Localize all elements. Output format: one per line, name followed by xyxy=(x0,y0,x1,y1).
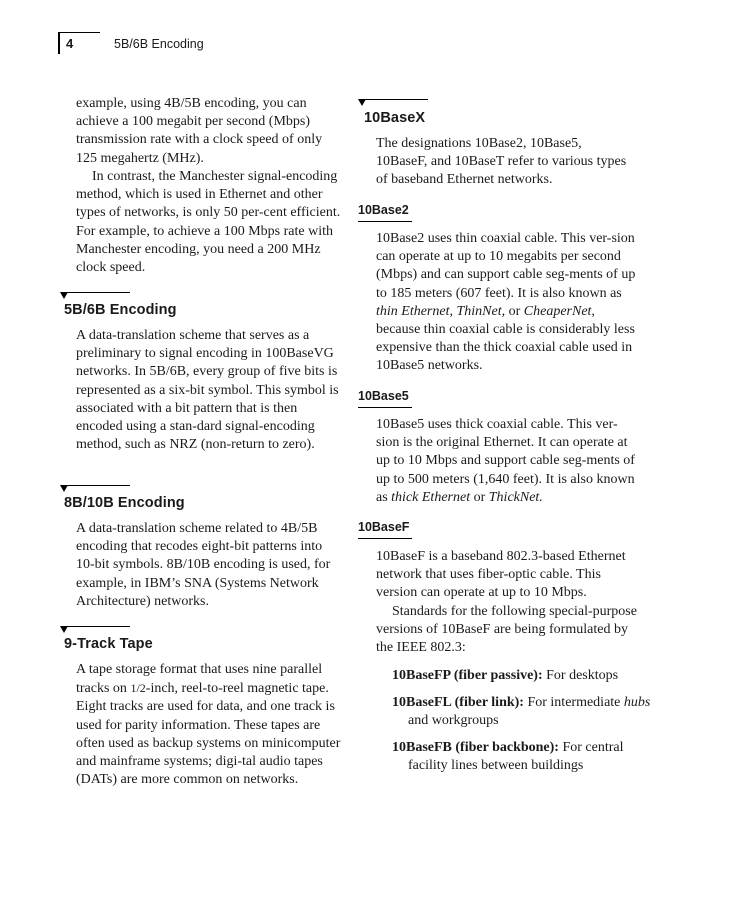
list-item xyxy=(392,739,654,775)
entry-marker xyxy=(60,485,130,495)
fraction: 1/2 xyxy=(130,681,146,696)
intro-paragraph-2: In contrast, the Manchester signal-encoding method, which is used in Ethernet and other types of networks, is only 50 per-cent efficient. For example, to achieve a 100 Mbps rate with Manchester encoding, you need a 200 MHz clock speed. xyxy=(76,169,341,276)
subheading-rule xyxy=(358,538,412,539)
list-desc: For intermediate xyxy=(523,695,624,710)
entry-heading-5b6b: 5B/6B Encoding xyxy=(64,302,177,318)
entry-marker xyxy=(60,292,130,302)
entry-body-10basex: The designations 10Base2, 10Base5, 10BaseF, and 10BaseT refer to various types of baseband Ethernet networks. xyxy=(376,136,627,188)
body-text: -inch, reel-to-reel magnetic tape. Eight tracks are used for data, and one track is used for parity information. These tapes are often used as backup systems on minicomputer and mainframe systems; digi-tal audio tapes (DATs) are more common on networks. xyxy=(76,681,341,788)
body-text: A tape storage format that uses nine parallel tracks on xyxy=(76,662,323,697)
subheading-10base5: 10Base5 xyxy=(358,389,409,403)
list-desc-italic: hubs xyxy=(623,695,651,710)
list-desc: and workgroups xyxy=(408,713,499,729)
alias-text: thick Ethernet xyxy=(391,489,471,505)
body-text: or xyxy=(470,489,489,505)
subheading-rule xyxy=(358,221,412,222)
list-item xyxy=(392,694,654,730)
entry-marker xyxy=(60,626,130,636)
entry-heading-9track: 9-Track Tape xyxy=(64,636,153,652)
subheading-10basef: 10BaseF xyxy=(358,520,410,534)
subheading-rule xyxy=(358,407,412,408)
list-term: 10BaseFL (fiber link): xyxy=(392,695,524,710)
entry-body-8b10b: A data-translation scheme related to 4B/5B encoding that recodes eight-bit patterns into 10-bit symbols. 8B/10B encoding is used, for example, in IBM’s SNA (Systems Network Architecture) networks. xyxy=(76,521,331,609)
body-text: 10Base2 uses thin coaxial cable. This ver-sion can operate at up to 10 megabits per second (Mbps) and can support cable seg-ments of up to 185 meters (607 feet). It is also known as xyxy=(376,231,636,301)
header-rule xyxy=(58,32,100,33)
entry-body-9track xyxy=(76,661,342,789)
list-desc: For central facility lines between buildings xyxy=(408,740,624,774)
subheading-10base2: 10Base2 xyxy=(358,203,409,217)
list-desc: For desktops xyxy=(542,668,619,683)
body-text: or xyxy=(505,303,524,319)
body-text: because thin coaxial cable is considerably less expensive than the thick coaxial cable used in 10Base5 networks. xyxy=(376,322,635,374)
running-title: 5B/6B Encoding xyxy=(114,37,204,51)
entry-body-10base5 xyxy=(376,416,638,507)
entry-body-10basef-1: 10BaseF is a baseband 802.3-based Ethernet network that uses fiber-optic cable. This version can operate at up to 10 Mbps. xyxy=(376,549,626,601)
entry-heading-10basex: 10BaseX xyxy=(364,110,426,126)
entry-body-10base2 xyxy=(376,230,638,376)
header-bar xyxy=(58,32,60,54)
alias-text: thin Ethernet, ThinNet, xyxy=(376,303,506,319)
list-term: 10BaseFB (fiber backbone): xyxy=(392,740,559,755)
list-term: 10BaseFP (fiber passive): xyxy=(392,668,543,683)
entry-body-10basef-2: Standards for the following special-purpose versions of 10BaseF are being formulated by the IEEE 802.3: xyxy=(376,604,637,656)
entry-body-5b6b: A data-translation scheme that serves as a preliminary to signal encoding in 100BaseVG networks. In 5B/6B, every group of five bits is represented as a six-bit symbol. This symbol is associated with a bit pattern that is then encoded using a stan-dard signal-encoding method, such as NRZ (non-return to zero). xyxy=(76,328,339,453)
list-item xyxy=(392,667,642,685)
alias-text: CheaperNet, xyxy=(523,303,595,319)
entry-marker xyxy=(358,99,428,109)
entry-heading-8b10b: 8B/10B Encoding xyxy=(64,495,185,511)
page-number: 4 xyxy=(66,36,74,51)
intro-paragraph-1: example, using 4B/5B encoding, you can achieve a 100 megabit per second (Mbps) transmission rate with a clock speed of only 125 megahertz (MHz). xyxy=(76,96,323,166)
alias-text: ThickNet. xyxy=(488,489,543,505)
body-text: 10Base5 uses thick coaxial cable. This ver-sion is the original Ethernet. It can operate at up to 10 Mbps and support cable seg-ments of up to 500 meters (1,640 feet). It is also known as xyxy=(376,417,635,505)
